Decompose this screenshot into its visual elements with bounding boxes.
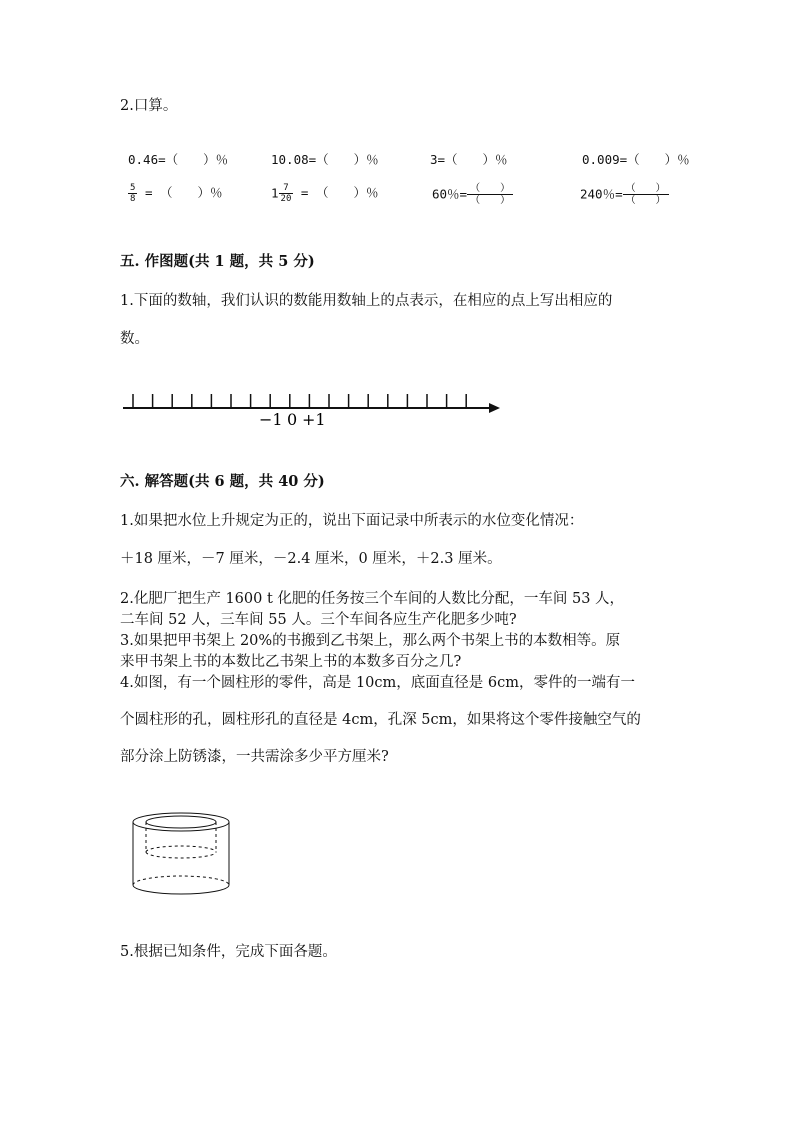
blank-fraction: $\frac{( )}{( )}$	[623, 183, 669, 206]
calc-item-2: 10.08=（ ）％	[271, 152, 379, 167]
fraction: $\frac{5}{8}$	[130, 183, 136, 204]
axis-label-minus1: −1	[259, 410, 283, 429]
s6-q2-line1: 2.化肥厂把生产 1600 t 化肥的任务按三个车间的人数比分配，一车间 53 人，	[120, 591, 625, 607]
s6-q4-line1: 4.如图，有一个圆柱形的零件，高是 10cm，底面直径是 6cm，零件的一端有一	[120, 675, 635, 691]
axis-label-plus1: +1	[302, 410, 326, 429]
calc-item-6: 1 $\frac{7}{20}$ = （ ）％	[271, 183, 379, 204]
s6-q4-line2: 个圆柱形的孔，圆柱形孔的直径是 4cm，孔深 5cm，如果将这个零件接触空气的	[120, 712, 641, 728]
s6-q1-line1: 1.如果把水位上升规定为正的，说出下面记录中所表示的水位变化情况：	[120, 513, 584, 529]
calc-item-8: 240％= $\frac{( )}{( )}$	[580, 183, 669, 206]
calc-item-7: 60％= $\frac{( )}{( )}$	[432, 183, 513, 206]
section-6-heading: 六. 解答题(共 6 题，共 40 分)	[120, 473, 325, 490]
s6-q5: 5.根据已知条件，完成下面各题。	[120, 944, 337, 960]
outer-bottom-front	[133, 885, 229, 894]
hole-top-ellipse	[146, 816, 216, 828]
s6-q3-line2: 来甲书架上书的本数比乙书架上书的本数多百分之几?	[120, 654, 462, 670]
calc-item-3: 3=（ ）％	[430, 152, 508, 167]
calc-item-4: 0.009=（ ）％	[582, 152, 690, 167]
number-line	[0, 388, 794, 448]
hole-bottom-front	[146, 852, 216, 858]
calc-item-5: $\frac{5}{8}$ = （ ）％	[130, 183, 223, 204]
s5-q1-line2: 数。	[120, 331, 149, 347]
fraction: $\frac{7}{20}$	[280, 183, 292, 204]
cylinder-figure	[124, 808, 264, 918]
s6-q1-line2: ＋18 厘米，－7 厘米，－2.4 厘米，0 厘米，＋2.3 厘米。	[120, 551, 502, 567]
axis-label-zero: 0	[287, 410, 298, 429]
q2-title: 2.口算。	[120, 98, 178, 114]
s6-q3-line1: 3.如果把甲书架上 20%的书搬到乙书架上，那么两个书架上书的本数相等。原	[120, 633, 621, 649]
blank-fraction: $\frac{( )}{( )}$	[467, 183, 513, 206]
s6-q2-line2: 二车间 52 人，三车间 55 人。三个车间各应生产化肥多少吨?	[120, 612, 517, 628]
hole-bottom-back	[146, 846, 216, 852]
outer-bottom-back	[133, 876, 229, 885]
s6-q4-line3: 部分涂上防锈漆，一共需涂多少平方厘米?	[120, 749, 389, 765]
number-line-ticks	[133, 394, 466, 408]
calc-item-1: 0.46=（ ）％	[128, 152, 229, 167]
number-line-arrow	[489, 403, 500, 413]
s5-q1-line1: 1.下面的数轴，我们认识的数能用数轴上的点表示，在相应的点上写出相应的	[120, 293, 613, 309]
section-5-heading: 五. 作图题(共 1 题，共 5 分)	[120, 253, 315, 270]
